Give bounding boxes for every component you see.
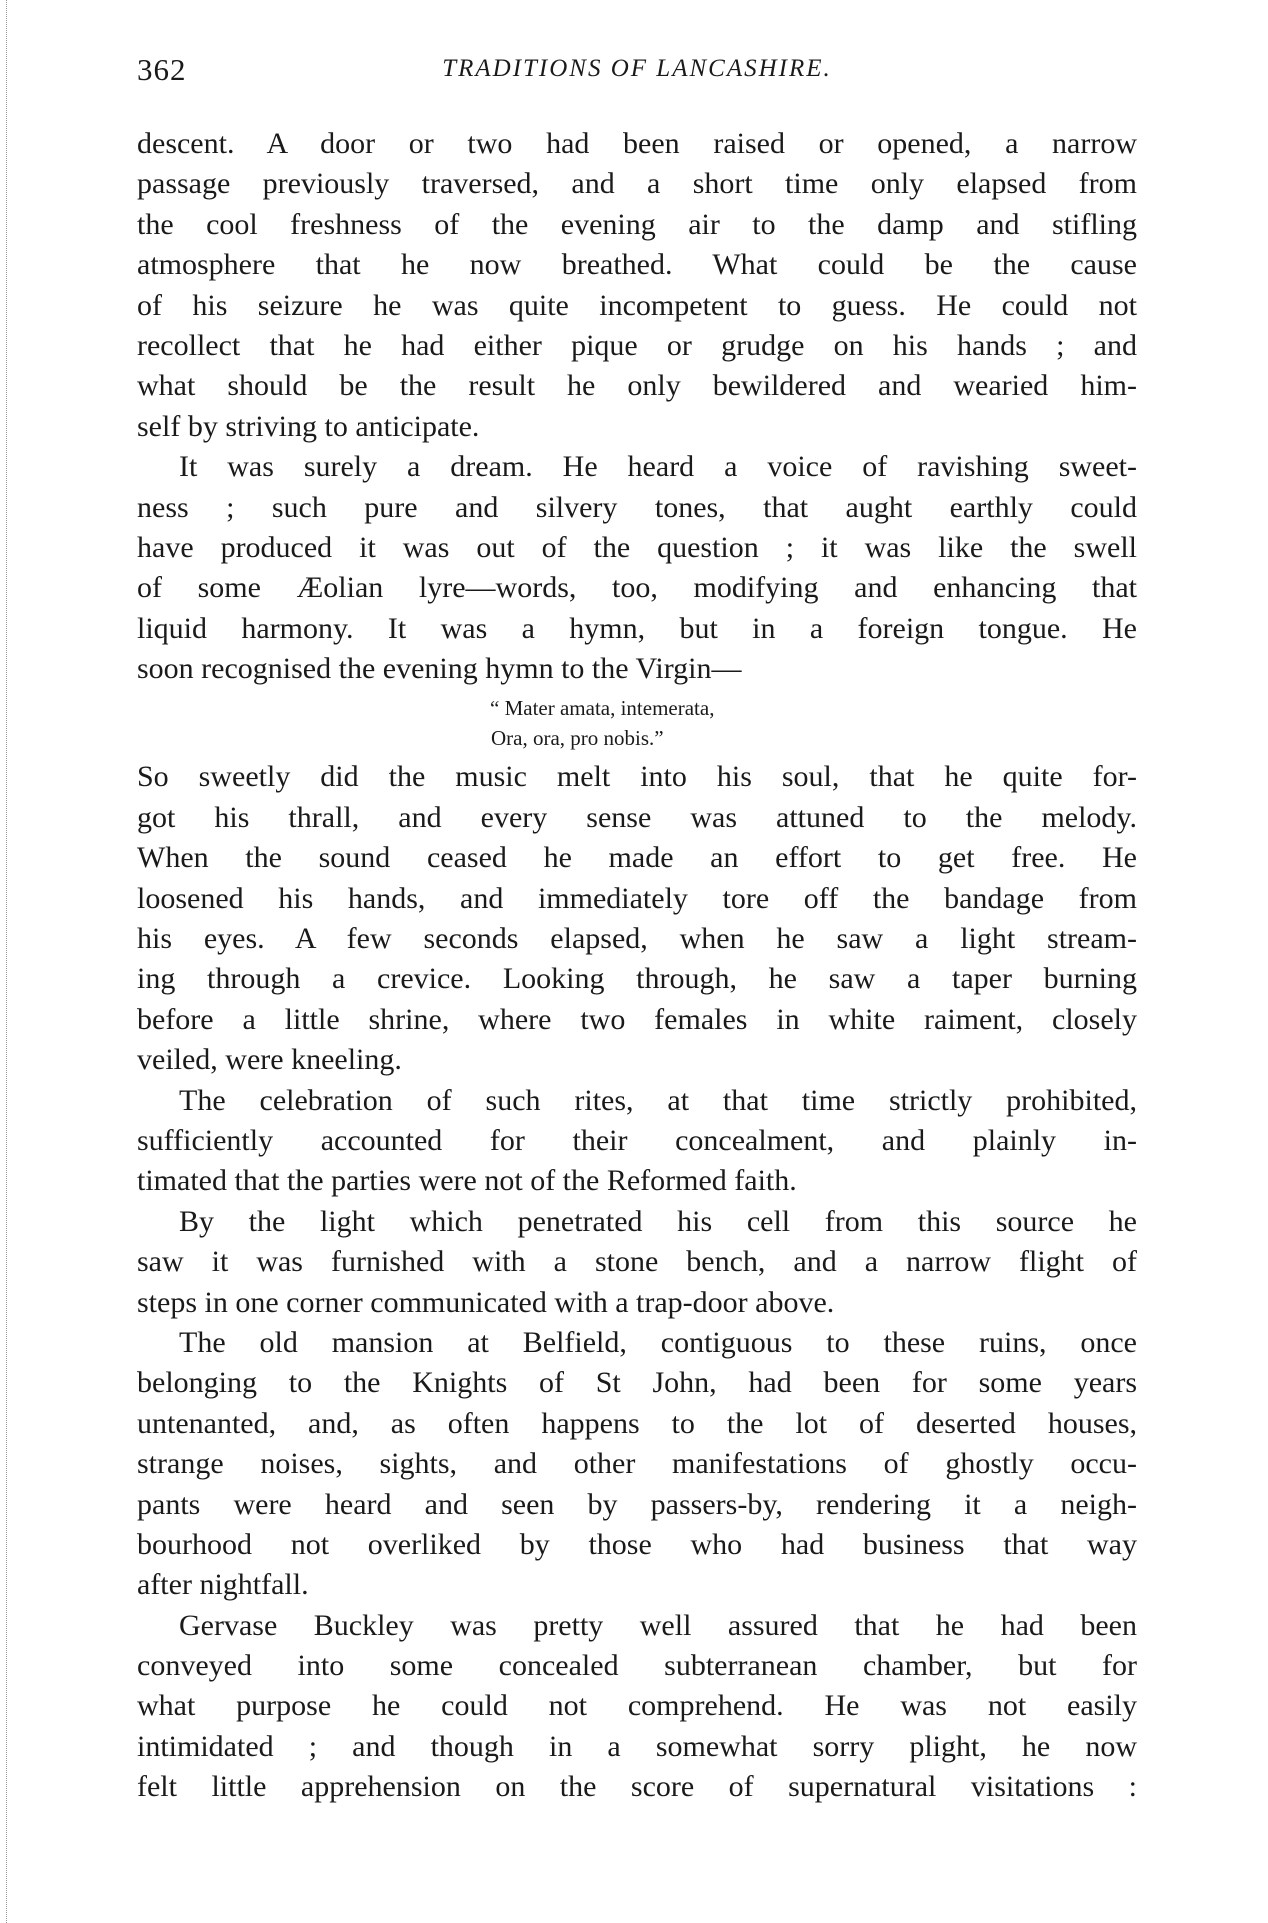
text-line: By the light which penetrated his cell from this source he — [179, 1204, 1137, 1238]
text-line: pants were heard and seen by passers-by, rendering it a neigh- — [137, 1487, 1137, 1521]
body-text — [137, 124, 1137, 1808]
verse-quotation — [137, 689, 1137, 757]
text-line: passage previously traversed, and a short time only elapsed from — [137, 167, 1137, 201]
text-line: ing through a crevice. Looking through, he saw a taper burning — [137, 962, 1137, 996]
text-line: timated that the parties were not of the Reformed faith. — [137, 1164, 797, 1198]
text-line: veiled, were kneeling. — [137, 1043, 402, 1077]
page-header — [137, 52, 1137, 100]
text-line: atmosphere that he now breathed. What could be the cause — [137, 248, 1137, 282]
text-line: steps in one corner communicated with a trap-door above. — [137, 1285, 835, 1319]
paragraph — [137, 757, 1137, 1080]
text-line: saw it was furnished with a stone bench, and a narrow flight of — [137, 1245, 1137, 1279]
text-line: have produced it was out of the question ; it was like the swell — [137, 530, 1137, 564]
text-line: loosened his hands, and immediately tore off the bandage from — [137, 881, 1137, 915]
running-title: TRADITIONS OF LANCASHIRE. — [442, 55, 832, 82]
text-line: recollect that he had either pique or grudge on his hands ; and — [137, 328, 1137, 362]
text-line: untenanted, and, as often happens to the lot of deserted houses, — [137, 1406, 1137, 1440]
text-line: before a little shrine, where two females in white raiment, closely — [137, 1002, 1137, 1036]
text-line: of his seizure he was quite incompetent to guess. He could not — [137, 288, 1137, 322]
text-line: what should be the result he only bewildered and wearied him- — [137, 369, 1137, 403]
text-line: of some Æolian lyre—words, too, modifying and enhancing that — [137, 571, 1137, 605]
text-line: his eyes. A few seconds elapsed, when he saw a light stream- — [137, 922, 1137, 956]
text-line: got his thrall, and every sense was attuned to the melody. — [137, 800, 1137, 834]
paragraph — [137, 1323, 1137, 1606]
text-line: felt little apprehension on the score of supernatural visitations : — [137, 1770, 1137, 1804]
text-line: The celebration of such rites, at that time strictly prohibited, — [179, 1083, 1137, 1117]
text-line: soon recognised the evening hymn to the Virgin— — [137, 652, 742, 686]
text-line: sufficiently accounted for their concealment, and plainly in- — [137, 1123, 1137, 1157]
text-line: liquid harmony. It was a hymn, but in a foreign tongue. He — [137, 611, 1137, 645]
text-line: Gervase Buckley was pretty well assured that he had been — [179, 1608, 1137, 1642]
text-line: descent. A door or two had been raised or opened, a narrow — [137, 127, 1137, 160]
page-number: 362 — [137, 52, 187, 87]
text-line: The old mansion at Belfield, contiguous to these ruins, once — [179, 1325, 1137, 1359]
text-line: It was surely a dream. He heard a voice of ravishing sweet- — [179, 450, 1137, 484]
text-line: self by striving to anticipate. — [137, 409, 480, 443]
verse-line: Ora, ora, pro nobis.” — [491, 726, 664, 751]
text-line: strange noises, sights, and other manifestations of ghostly occu- — [137, 1447, 1137, 1481]
verse-line: “ Mater amata, intemerata, — [490, 696, 715, 721]
page-edge-dotted-rule — [6, 0, 7, 1923]
text-line: So sweetly did the music melt into his soul, that he quite for- — [137, 760, 1137, 794]
text-line: ness ; such pure and silvery tones, that aught earthly could — [137, 490, 1137, 524]
paragraph — [137, 447, 1137, 689]
text-line: intimidated ; and though in a somewhat sorry plight, he now — [137, 1729, 1137, 1763]
paragraph — [137, 1081, 1137, 1202]
text-line: belonging to the Knights of St John, had been for some years — [137, 1366, 1137, 1400]
text-line: bourhood not overliked by those who had business that way — [137, 1527, 1137, 1561]
text-line: When the sound ceased he made an effort to get free. He — [137, 841, 1137, 875]
text-line: conveyed into some concealed subterranean chamber, but for — [137, 1649, 1137, 1683]
text-line: what purpose he could not comprehend. He was not easily — [137, 1689, 1137, 1723]
paragraph — [137, 1202, 1137, 1323]
paragraph — [137, 124, 1137, 447]
text-line: the cool freshness of the evening air to the damp and stifling — [137, 207, 1137, 241]
text-line: after nightfall. — [137, 1568, 309, 1602]
paragraph — [137, 1606, 1137, 1808]
